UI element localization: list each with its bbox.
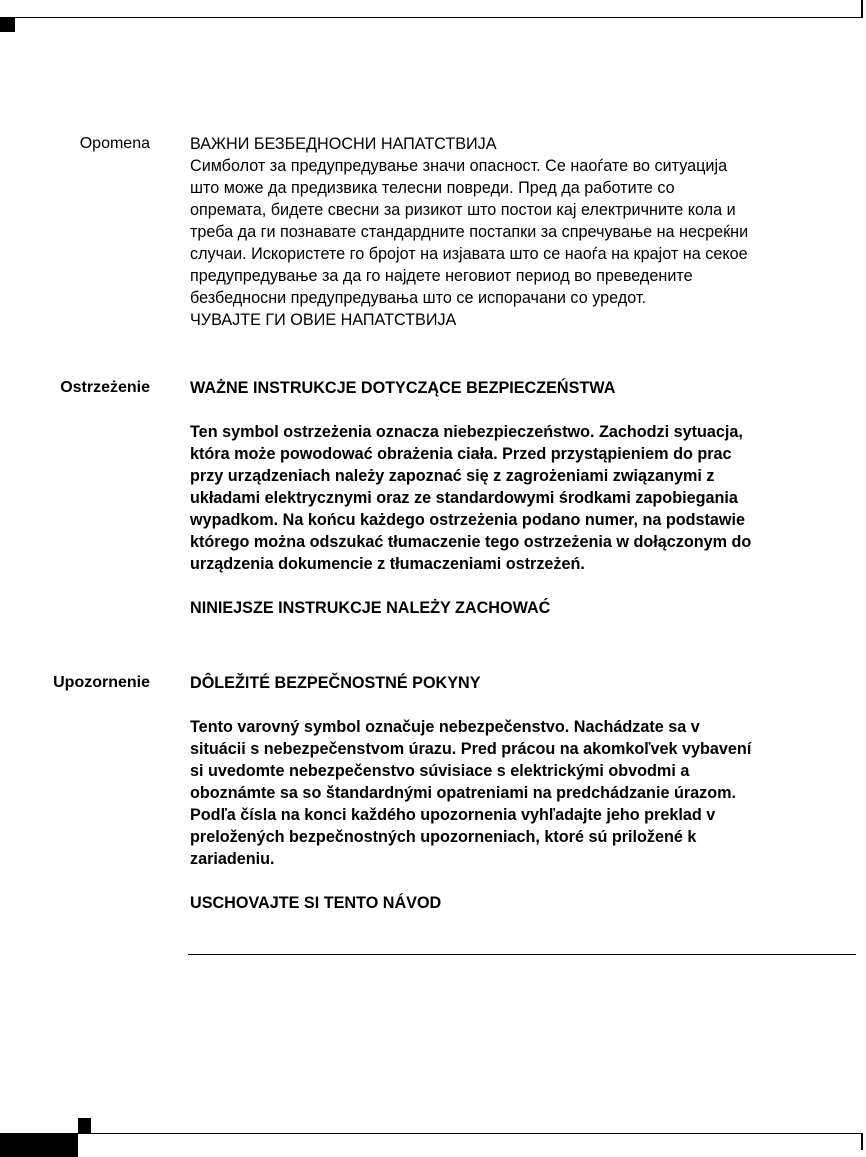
footer-corner-tick xyxy=(861,1133,863,1150)
warning-body-line: предупредување за да го најдете неговиот период во преведените xyxy=(190,267,693,285)
warning-heading: WAŻNE INSTRUKCJE DOTYCZĄCE BEZPIECZEŃSTWA xyxy=(190,379,616,397)
footer-marker xyxy=(78,1118,91,1133)
warning-body-line: preložených bezpečnostných upozorneniach, ktoré sú priložené k xyxy=(190,828,697,846)
warning-body-line: układami elektrycznymi oraz ze standardowymi środkami zapobiegania xyxy=(190,489,738,507)
warning-body-line: Симболот за предупредување значи опасност. Се наоѓате во ситуација xyxy=(190,157,728,175)
warning-heading: ВАЖНИ БЕЗБЕДНОСНИ НАПАТСТВИЈА xyxy=(190,135,497,153)
warning-body-line: urządzenia dokumencie z tłumaczeniami ostrzeżeń. xyxy=(190,555,585,573)
warning-body-line: безбедносни предупредувања што се испорачани со уредот. xyxy=(190,289,646,307)
header-rule xyxy=(0,17,863,18)
warning-body-line: którego można odszukać tłumaczenie tego ostrzeżenia w dołączonym do xyxy=(190,533,752,551)
warning-content xyxy=(190,377,860,619)
warning-heading: DÔLEŽITÉ BEZPEČNOSTNÉ POKYNY xyxy=(190,674,481,692)
warning-label: Upozornenie xyxy=(53,674,150,691)
header-corner-marker xyxy=(0,18,15,32)
warning-body-line: która może powodować obrażenia ciała. Przed przystąpieniem do prac xyxy=(190,445,732,463)
warning-body-line: опремата, бидете свесни за ризикот што постои кај електричните кола и xyxy=(190,201,736,219)
warning-body-line: Podľa čísla na konci každého upozornenia vyhľadajte jeho preklad v xyxy=(190,806,716,824)
warning-body-line: треба да ги познавате стандардните постапки за спречување на несреќни xyxy=(190,223,749,241)
warning-body-line: oboznámte sa so štandardnými opatreniami na predchádzanie úrazom. xyxy=(190,784,737,802)
warning-body-line: Tento varovný symbol označuje nebezpečenstvo. Nachádzate sa v xyxy=(190,718,700,736)
warning-body-line: случаи. Искористете го бројот на изјавата што се наоѓа на крајот на секое xyxy=(190,245,748,263)
warning-footer-instruction: ЧУВАЈТЕ ГИ ОВИЕ НАПАТСТВИЈА xyxy=(190,311,457,329)
warning-body-line: што може да предизвика телесни повреди. Пред да работите со xyxy=(190,179,675,197)
warning-content xyxy=(190,672,860,914)
warning-label: Opomena xyxy=(79,135,150,152)
warning-footer-instruction: USCHOVAJTE SI TENTO NÁVOD xyxy=(190,894,442,912)
warning-body-line: przy urządzeniach należy zapoznać się z zagrożeniami związanymi z xyxy=(190,467,715,485)
warning-body-line: Ten symbol ostrzeżenia oznacza niebezpieczeństwo. Zachodzi sytuacja, xyxy=(190,423,743,441)
warning-body-line: wypadkom. Na końcu każdego ostrzeżenia podano numer, na podstawie xyxy=(190,511,745,529)
footer-page-tab xyxy=(0,1133,78,1157)
warning-label: Ostrzeżenie xyxy=(60,379,150,396)
warning-footer-instruction: NINIEJSZE INSTRUKCJE NALEŻY ZACHOWAĆ xyxy=(190,599,551,617)
warning-content xyxy=(190,133,860,331)
warning-body-line: si uvedomte nebezpečenstvo súvisiace s elektrickými obvodmi a xyxy=(190,762,690,780)
footer-rule xyxy=(78,1133,863,1134)
warning-body-line: situácii s nebezpečenstvom úrazu. Pred prácou na akomkoľvek vybavení xyxy=(190,740,752,758)
header-corner-tick xyxy=(861,0,863,18)
section-end-rule xyxy=(188,954,856,955)
warning-body-line: zariadeniu. xyxy=(190,850,275,868)
